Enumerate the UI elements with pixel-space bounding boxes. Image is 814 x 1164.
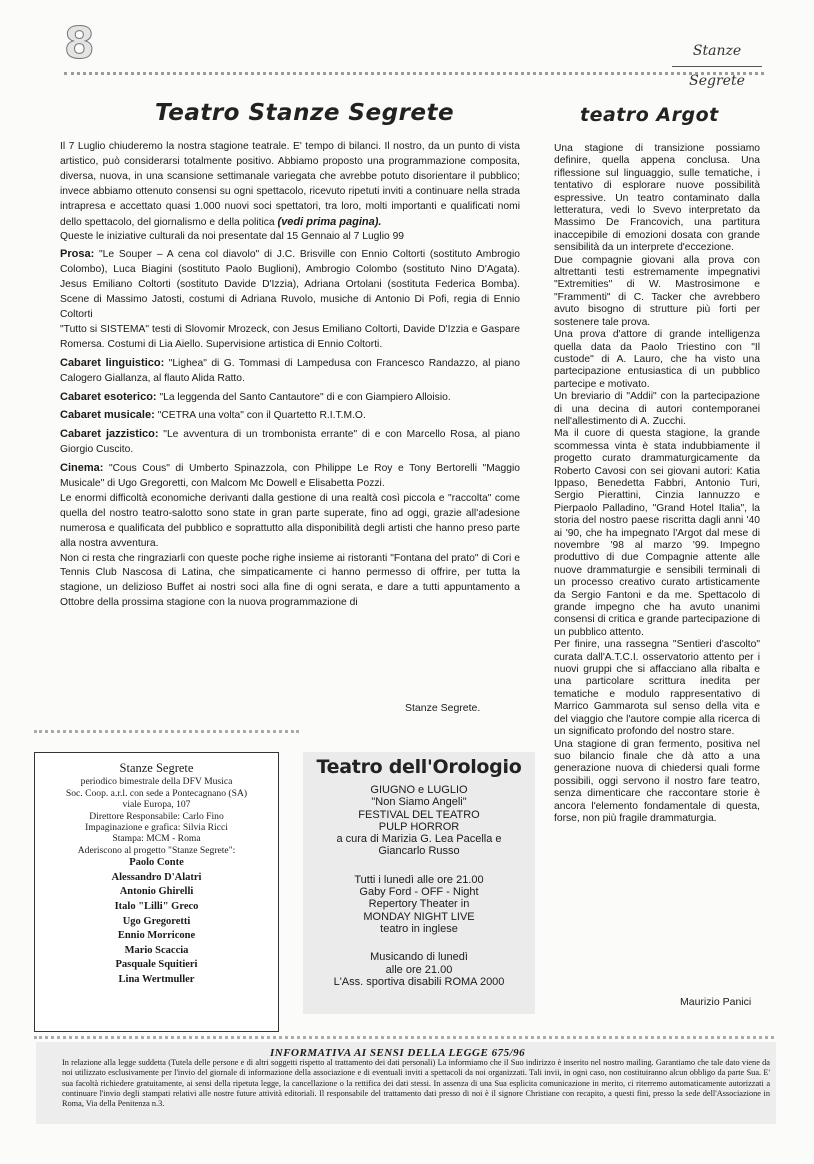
- prosa-text: "Le Souper – A cena col diavolo" di J.C. Brisville con Ennio Coltorti (sostituto Ambrogio Colombo), Luca Biagini (sostituto Paolo Buglioni), Ambrogio Colombo (sostituto Nino D'Agata). Jesus Emiliano Coltorti (sostituto Davide D'Izzia), Adriana Ortolani (sostituta Federica Bomba). Scene di Massimo Jatosti, costumi di Adriana Ruvolo, musiche di Antonio Di Pofi, regia di Ennio Coltorti: [60, 249, 520, 320]
- masthead-line: Stampa: MCM - Roma: [112, 833, 201, 845]
- privacy-notice-title: INFORMATIVA AI SENSI DELLA LEGGE 675/96: [270, 1047, 526, 1059]
- orologio-line: Gaby Ford - OFF - Night: [359, 886, 479, 899]
- cabaret-linguistico-label: Cabaret linguistico:: [60, 356, 165, 369]
- argot-paragraph: Una prova d'attore di grande intelligenza quella data da Paolo Triestino con "Il custode" di A. Lauro, che ha visto una partecipazione entusiastica di un pubblico partecipe e motivato.: [554, 329, 760, 390]
- page-number: 8: [64, 18, 95, 69]
- cabaret-musicale-label: Cabaret musicale:: [60, 409, 155, 422]
- masthead-credits-box: [34, 752, 279, 1032]
- cabaret-esoterico-label: Cabaret esoterico:: [60, 390, 157, 403]
- supporter-name: Alessandro D'Alatri: [111, 871, 202, 883]
- argot-paragraph: Una stagione di gran fermento, positiva nel suo bilancio finale che dà atto a una generazione nuova di chiedersi quali forme possibili, oggi servono il nostro fare teatro, senza dimenticare che raccontare storie è ancora l'elemento fondamentale di questa, forse, non più fragile drammaturgia.: [554, 738, 760, 824]
- teatro-orologio-box: [303, 752, 535, 1014]
- masthead-line: Direttore Responsabile: Carlo Fino: [89, 810, 224, 822]
- article-intro: Il 7 Luglio chiuderemo la nostra stagione teatrale. E' tempo di bilanci. Il nostro, da un punto di vista artistico, può considerarsi totalmente positivo. Abbiamo proposto una programmazione composita, diversa, nuova, in una scansione settimanale variegata che avrebbe potuto disorientare il pubblico; invece abbiamo ottenuto consensi su ogni spettacolo, ricevuto ripetuti inviti a continuare nella strada intrapresa e accettato quasi 1.000 nuovi soci spettatori, tra loro, molti importanti e qualificati nomi dello spettacolo, del giornalismo e della politica: [60, 141, 520, 228]
- intro-reference: (vedi prima pagina).: [277, 215, 382, 228]
- orologio-line: alle ore 21.00: [385, 963, 453, 976]
- orologio-line: PULP HORROR: [378, 820, 460, 833]
- credits-divider: [34, 730, 299, 733]
- argot-paragraph: Una stagione di transizione possiamo definire, quella appena conclusa. Una riflessione sul linguaggio, sulle tematiche, i tentativo di esplorare nuove possibilità espressive. Un teatro contaminato dalla letteratura, vedi lo Svevo interpretato da Massimo De Francovich, una partitura inaccepibile di emozioni dosata con grande sensibilità da un interprete d'eccezione.: [554, 143, 760, 254]
- cinema-label: Cinema:: [60, 462, 104, 475]
- privacy-notice-text: In relazione alla legge suddetta (Tutela delle persone e di altri soggetti rispetto al trattamento dei dati personali) La informiamo che il Suo indirizzo è inserito nel nostro mailing. Garantiamo che tale dato viene da noi utilizzato esclusivamente per l'invio del giornale di informazione della associazione e di eventuali inviti a spettacoli da noi organizzati. Tali invii, in ogni caso, non costituiranno alcun obbligo da parte Sua. E' sua facoltà richiedere gratuitamente, ai sensi della ripetuta legge, la cancellazione o la rettifica dei dati stessi. In assenza di una Sua esplicita comunicazione in merito, ci riterremo automaticamente autorizzati a continuare l'invio degli stampati relativi alle nostre future attività editoriali. Il responsabile del trattamento dati presso di noi è il signore Christiane con recapito, a questi fini, presso la sede dell'Associazione in Roma, Via della Penitenza n.3.: [62, 1058, 770, 1109]
- cabaret-esoterico-text: "La leggenda del Santo Cantautore" di e con Giampiero Alloisio.: [156, 391, 451, 403]
- closing-paragraph-1: Le enormi difficoltà economiche derivanti dalla gestione di una realtà così piccola e "raccolta" come quella del nostro teatro-salotto sono state in gran parte superate, fino ad oggi, grazie all'adesione numerosa e qualificata del pubblico e soprattutto alla disponibilità degli artisti che hanno preso parte alla nostra avventura.: [60, 492, 520, 549]
- header-divider: [64, 72, 764, 75]
- supporter-name: Paolo Conte: [129, 857, 184, 869]
- argot-paragraph: Un breviario di "Addii" con la partecipazione di una decina di autori contemporanei nell'allestimento di A. Zucchi.: [554, 391, 760, 427]
- footer-divider: [34, 1036, 774, 1039]
- argot-paragraph: Due compagnie giovani alla prova con altrettanti testi estremamente impegnativi "Extremities" di W. Mastrosimone e "Frammenti" di C. Tacker che avrebbero avuto bisogno di strutture più forti per sostenere tale prova.: [554, 254, 760, 328]
- orologio-line: Giancarlo Russo: [378, 845, 460, 858]
- orologio-line: Tutti i lunedì alle ore 21.00: [354, 873, 484, 886]
- supporter-name: Lina Wertmuller: [118, 974, 195, 985]
- article-intro-2: Queste le iniziative culturali da noi presentate dal 15 Gennaio al 7 Luglio 99: [60, 231, 405, 243]
- teatro-argot-title: teatro Argot: [580, 104, 719, 126]
- orologio-line: Musicando di lunedì: [370, 951, 468, 964]
- orologio-line: teatro in inglese: [380, 922, 458, 935]
- orologio-line: FESTIVAL DEL TEATRO: [358, 808, 480, 821]
- supporter-name: Pasquale Squitieri: [115, 959, 198, 971]
- masthead-line: periodico bimestrale della DFV Musica: [80, 776, 233, 788]
- prosa-label: Prosa:: [60, 248, 95, 261]
- supporter-name: Ennio Morricone: [117, 930, 196, 942]
- orologio-line: Repertory Theater in: [368, 898, 470, 911]
- closing-paragraph-2: Non ci resta che ringraziarli con queste poche righe insieme ai ristoranti "Fontana del prato" di Cori e Tennis Club Nascosa di Latina, che simpaticamente ci hanno permesso di offrire, per tutta la stagione, un delizioso Buffet ai nostri soci alla fine di ogni serata, e dare a tutti appuntamento a Ottobre della prossima stagione con la nuova programmazione di: [60, 552, 520, 609]
- orologio-line: L'Ass. sportiva disabili ROMA 2000: [333, 975, 505, 988]
- orologio-line: MONDAY NIGHT LIVE: [363, 910, 475, 923]
- cabaret-jazzistico-text: "Le avventura di un trombonista errante" di e con Marcello Rosa, al piano Giorgio Cuscito.: [60, 429, 520, 456]
- cabaret-jazzistico-label: Cabaret jazzistico:: [60, 428, 159, 441]
- orologio-line: a cura di Marizia G. Lea Pacella e: [336, 833, 502, 846]
- masthead-title: Stanze Segrete: [119, 761, 194, 775]
- cabaret-linguistico-text: "Lighea" di G. Tommasi di Lampedusa con Francesco Randazzo, al piano Calogero Giallanza, al flauto Alida Ratto.: [60, 357, 520, 384]
- orologio-line: "Non Siamo Angeli": [371, 796, 467, 809]
- supporter-name: Antonio Ghirelli: [119, 886, 194, 898]
- cabaret-musicale-text: "CETRA una volta" con il Quartetto R.I.T.M.O.: [154, 410, 366, 422]
- argot-paragraph: Ma il cuore di questa stagione, la grande scommessa vinta è stata indubbiamente il progetto curato drammaturgicamente da Roberto Cavosi con sei giovani autori: Katia Ippaso, Benedetta Fabbri, Antonio Turi, Sergio Pierattini, Cinzia Iannuzzo e Pierpaolo Palladino, "Grand Hotel Italia", la storia del nostro paese riscritta dagli anni '40 ai '90, che ha impegnato l'Argot dal mese di novembre '98 al marzo '99. Impegno produttivo di due Compagnie attente alle nuove drammaturgie e sensibili terminali di un processo creativo curato artisticamente da Sergio Fantoni e da me. Spettacolo di grande impegno che ha avuto unanimi consensi di critica e grande partecipazione di un pubblico attento.: [554, 428, 760, 638]
- argot-signature: Maurizio Panici: [680, 996, 752, 1008]
- teatro-stanze-segrete-title: Teatro Stanze Segrete: [155, 100, 455, 126]
- cinema-text: "Cous Cous" di Umberto Spinazzola, con Philippe Le Roy e Tony Bertorelli "Maggio Musicale" di Ugo Gregoretti, con Malcom Mc Dowell e Elisabetta Pozzi.: [60, 463, 520, 490]
- teatro-orologio-title: Teatro dell'Orologio: [316, 756, 522, 778]
- argot-paragraph: Per finire, una rassegna "Sentieri d'ascolto" curata dall'A.T.C.I. osservatorio attento per i nuovi gruppi che si affacciano alla ribalta e una particolare scrittura inedita per tematiche e modulo rappresentativo di Marrico Gammarota sul senso della vita e del viaggio che l'autore compie alla ricerca di un significato profondo del nostro stare.: [554, 639, 760, 738]
- prosa-text-2: "Tutto si SISTEMA" testi di Slovomir Mrozeck, con Jesus Emiliano Coltorti, Davide D'Izzia e Gaspare Romersa. Costumi di Lia Aiello. Supervisione artistica di Ennio Coltorti.: [60, 323, 520, 350]
- stanze-segrete-logo: Stanze Segrete: [672, 36, 762, 67]
- stanze-segrete-signature: Stanze Segrete.: [405, 702, 481, 714]
- supporter-name: Italo "Lilli" Greco: [114, 901, 199, 913]
- supporter-name: Ugo Gregoretti: [122, 915, 191, 927]
- masthead-line: Impaginazione e grafica: Silvia Ricci: [85, 822, 228, 834]
- stanze-segrete-article: [60, 140, 520, 611]
- orologio-line: GIUGNO e LUGLIO: [370, 784, 468, 796]
- argot-article: [554, 143, 760, 825]
- masthead-line: Soc. Coop. a.r.l. con sede a Pontecagnano (SA): [65, 787, 248, 799]
- supporter-name: Mario Scaccia: [124, 944, 189, 956]
- masthead-line: Aderiscono al progetto "Stanze Segrete":: [77, 844, 236, 856]
- masthead-line: viale Europa, 107: [122, 799, 191, 811]
